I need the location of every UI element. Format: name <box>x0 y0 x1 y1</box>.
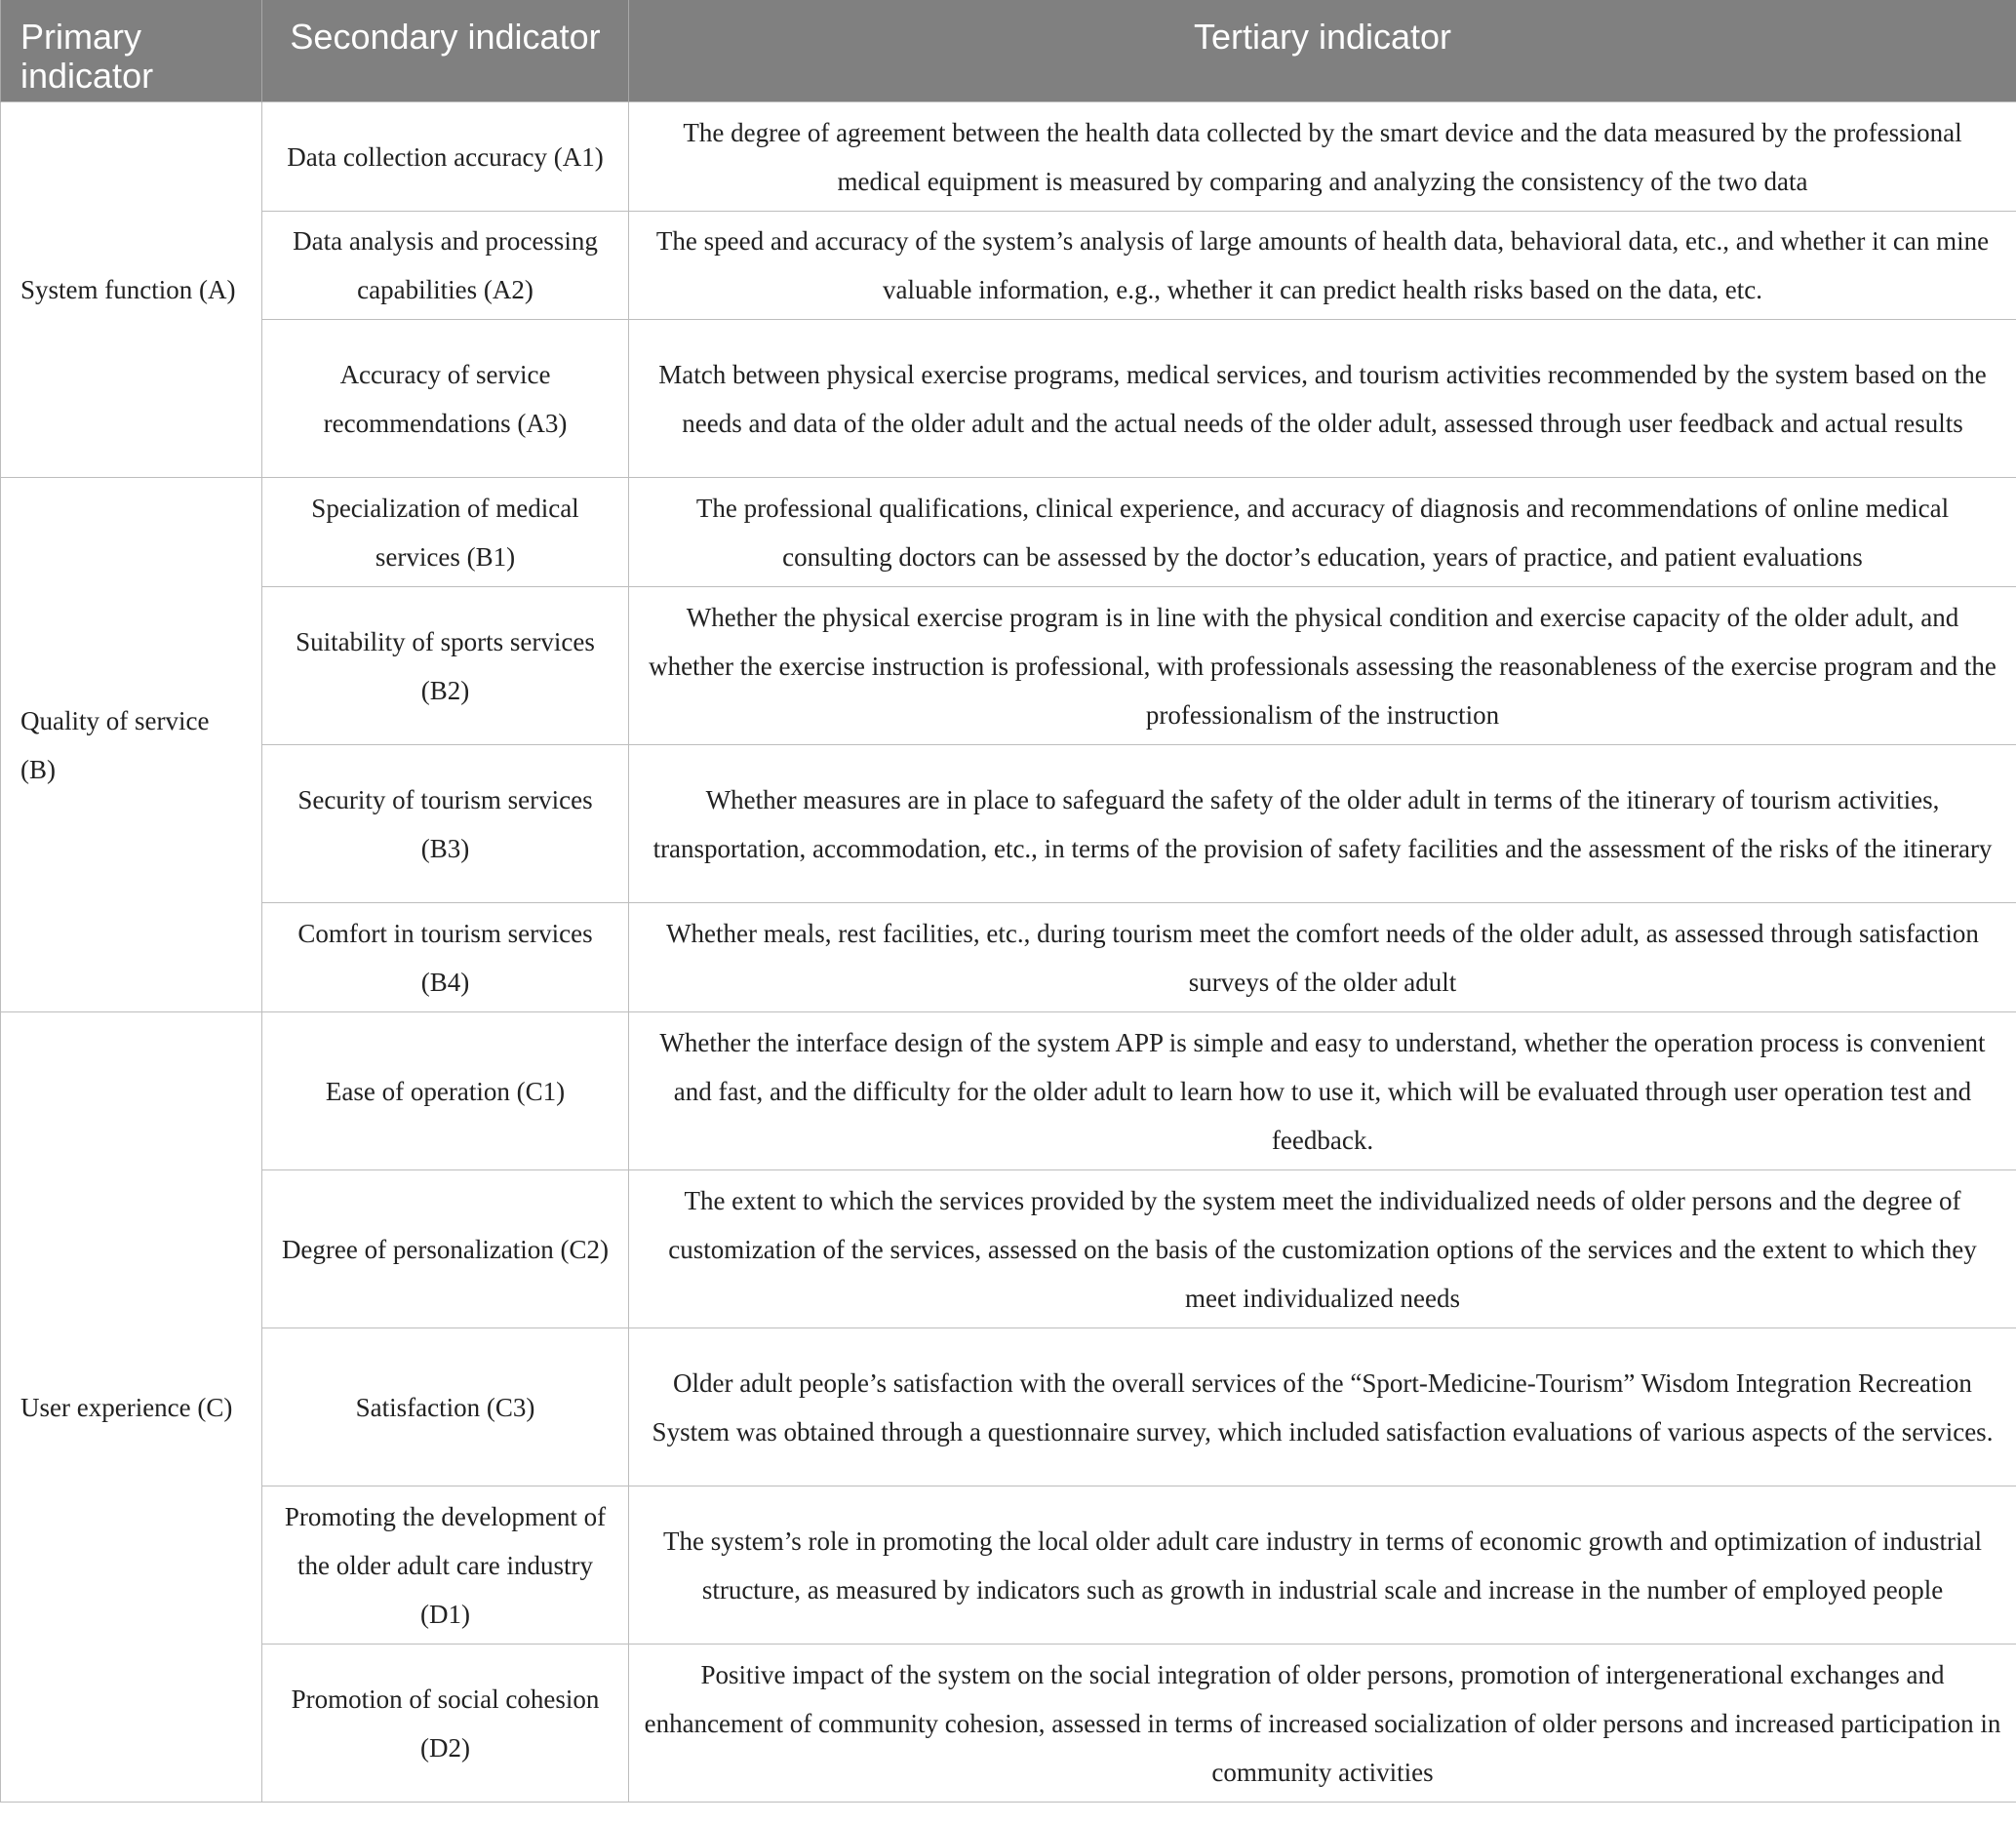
secondary-cell: Data analysis and processing capabilities (A2) <box>262 212 629 320</box>
secondary-cell: Suitability of sports services (B2) <box>262 587 629 745</box>
secondary-cell: Accuracy of service recommendations (A3) <box>262 320 629 478</box>
tertiary-cell: The system’s role in promoting the local older adult care industry in terms of economic growth and optimization of industrial structure, as measured by indicators such as growth in industrial scale and increase in the number of employed people <box>629 1486 2016 1645</box>
secondary-cell: Security of tourism services (B3) <box>262 745 629 903</box>
secondary-cell: Promotion of social cohesion (D2) <box>262 1645 629 1803</box>
table-body <box>1 102 2016 1803</box>
secondary-cell: Satisfaction (C3) <box>262 1328 629 1486</box>
table-row <box>1 587 2016 745</box>
tertiary-cell: Whether the interface design of the system APP is simple and easy to understand, whether the operation process is convenient and fast, and the difficulty for the older adult to learn how to use it, which will be evaluated through user operation test and feedback. <box>629 1012 2016 1170</box>
tertiary-cell: The professional qualifications, clinical experience, and accuracy of diagnosis and recommendations of online medical consulting doctors can be assessed by the doctor’s education, years of practice, and patient evaluations <box>629 478 2016 587</box>
table-row <box>1 478 2016 587</box>
secondary-cell: Degree of personalization (C2) <box>262 1170 629 1328</box>
table-row <box>1 1328 2016 1486</box>
tertiary-cell: The extent to which the services provided by the system meet the individualized needs of older persons and the degree of customization of the services, assessed on the basis of the customization options of the services and the extent to which they meet individualized needs <box>629 1170 2016 1328</box>
primary-cell-user-experience: User experience (C) <box>1 1012 262 1803</box>
tertiary-cell: Whether the physical exercise program is in line with the physical condition and exercise capacity of the older adult, and whether the exercise instruction is professional, with professionals assessing the reasonableness of the exercise program and the professionalism of the instruction <box>629 587 2016 745</box>
table-row <box>1 903 2016 1012</box>
table-row <box>1 1645 2016 1803</box>
tertiary-cell: Match between physical exercise programs, medical services, and tourism activities recommended by the system based on the needs and data of the older adult and the actual needs of the older adult, assessed through user feedback and actual results <box>629 320 2016 478</box>
tertiary-cell: Older adult people’s satisfaction with the overall services of the “Sport-Medicine-Tourism” Wisdom Integration Recreation System was obtained through a questionnaire survey, which included satisfaction evaluations of various aspects of the services. <box>629 1328 2016 1486</box>
header-row <box>1 0 2016 102</box>
secondary-cell: Promoting the development of the older adult care industry (D1) <box>262 1486 629 1645</box>
table-row <box>1 102 2016 212</box>
secondary-cell: Specialization of medical services (B1) <box>262 478 629 587</box>
table-row <box>1 212 2016 320</box>
primary-cell-quality-of-service: Quality of service (B) <box>1 478 262 1012</box>
table-row <box>1 1012 2016 1170</box>
header-tertiary-indicator: Tertiary indicator <box>629 0 2016 102</box>
table-row <box>1 1170 2016 1328</box>
secondary-cell: Data collection accuracy (A1) <box>262 102 629 212</box>
secondary-cell: Ease of operation (C1) <box>262 1012 629 1170</box>
header-primary-indicator: Primary indicator <box>1 0 262 102</box>
tertiary-cell: The speed and accuracy of the system’s analysis of large amounts of health data, behavioral data, etc., and whether it can mine valuable information, e.g., whether it can predict health risks based on the data, etc. <box>629 212 2016 320</box>
tertiary-cell: Whether measures are in place to safeguard the safety of the older adult in terms of the itinerary of tourism activities, transportation, accommodation, etc., in terms of the provision of safety facilities and the assessment of the risks of the itinerary <box>629 745 2016 903</box>
table-row <box>1 745 2016 903</box>
primary-cell-system-function: System function (A) <box>1 102 262 478</box>
tertiary-cell: The degree of agreement between the health data collected by the smart device and the data measured by the professional medical equipment is measured by comparing and analyzing the consistency of the two data <box>629 102 2016 212</box>
table-row <box>1 1486 2016 1645</box>
header-secondary-indicator: Secondary indicator <box>262 0 629 102</box>
tertiary-cell: Positive impact of the system on the social integration of older persons, promotion of intergenerational exchanges and enhancement of community cohesion, assessed in terms of increased socialization of older persons and increased participation in community activities <box>629 1645 2016 1803</box>
table-header <box>1 0 2016 102</box>
secondary-cell: Comfort in tourism services (B4) <box>262 903 629 1012</box>
table-row <box>1 320 2016 478</box>
tertiary-cell: Whether meals, rest facilities, etc., during tourism meet the comfort needs of the older adult, as assessed through satisfaction surveys of the older adult <box>629 903 2016 1012</box>
